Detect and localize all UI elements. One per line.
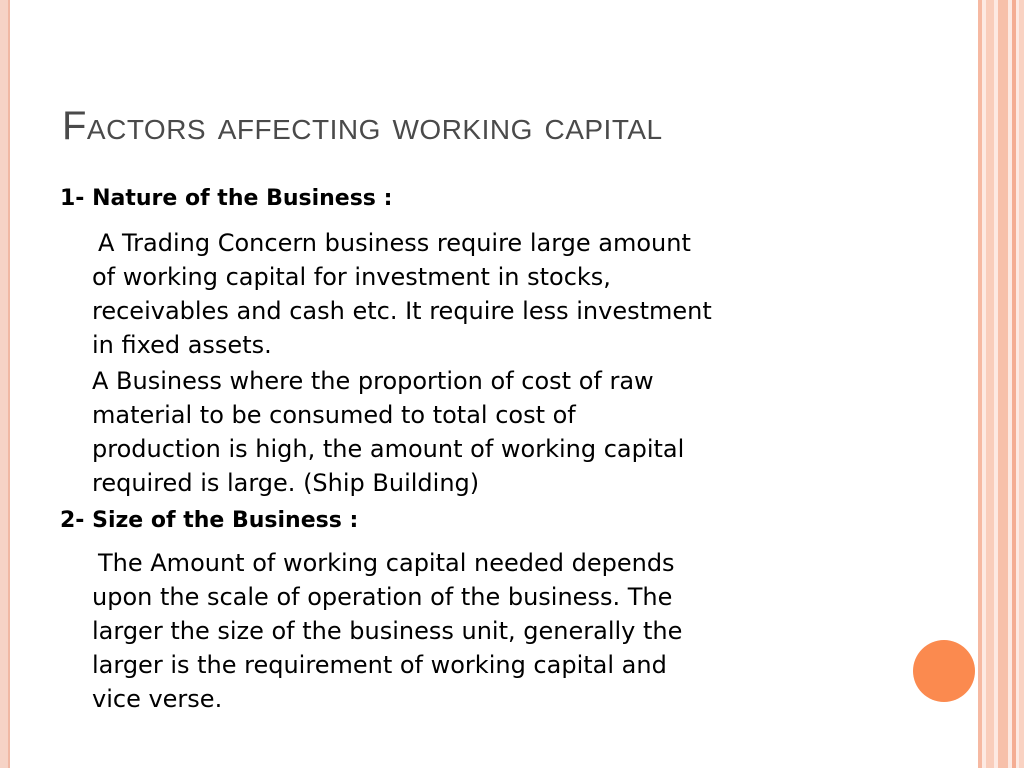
- paragraph-line: larger the size of the business unit, generally the: [92, 617, 683, 645]
- section-heading-nature: 1- Nature of the Business :: [60, 186, 393, 211]
- paragraph-raw-material: [92, 364, 882, 500]
- paragraph-line: The Amount of working capital needed depends: [98, 549, 675, 577]
- paragraph-line: vice verse.: [92, 685, 223, 713]
- paragraph-line: receivables and cash etc. It require less investment: [92, 297, 712, 325]
- border-stripe: [986, 0, 994, 768]
- orange-circle-icon: [913, 640, 975, 702]
- border-stripe: [1012, 0, 1016, 768]
- paragraph-line: material to be consumed to total cost of: [92, 401, 576, 429]
- paragraph-line: A Trading Concern business require large amount: [98, 229, 691, 257]
- paragraph-line: in fixed assets.: [92, 331, 272, 359]
- paragraph-line: upon the scale of operation of the business. The: [92, 583, 673, 611]
- section-heading-size: 2- Size of the Business :: [60, 508, 359, 533]
- border-stripe: [998, 0, 1008, 768]
- left-border-decoration: [0, 0, 10, 768]
- paragraph-line: larger is the requirement of working capital and: [92, 651, 667, 679]
- paragraph-trading-concern: [92, 226, 882, 362]
- paragraph-scale-of-operation: [92, 546, 882, 716]
- paragraph-line: production is high, the amount of working capital: [92, 435, 685, 463]
- border-stripe: [1019, 0, 1024, 768]
- border-stripe: [978, 0, 982, 768]
- paragraph-line: required is large. (Ship Building): [92, 469, 480, 497]
- paragraph-line: of working capital for investment in stocks,: [92, 263, 611, 291]
- slide-title: Factors affecting working capital: [62, 104, 663, 148]
- paragraph-line: A Business where the proportion of cost of raw: [92, 367, 654, 395]
